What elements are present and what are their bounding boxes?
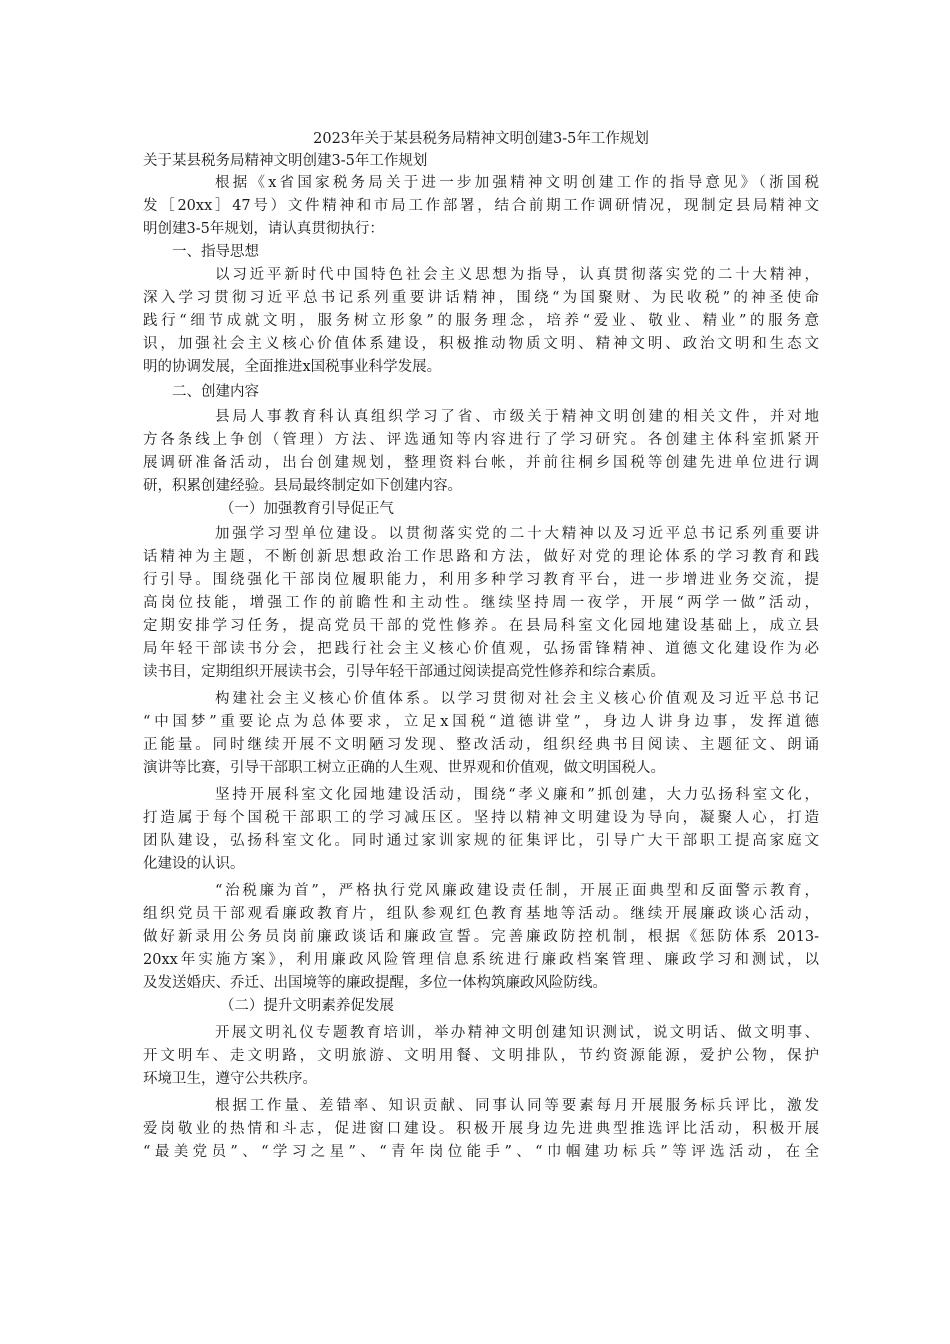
text-line: 及发送婚庆、乔迁、出国境等的廉政提醒，多位一体构筑廉政风险防线。 [143,975,607,991]
text-line: “最美党员”、“学习之星”、“青年岗位能手”、“巾帼建功标兵”等评选活动，在全 [143,1144,819,1160]
text-line: 以习近平新时代中国特色社会主义思想为指导，认真贯彻落实党的二十大精神， [215,267,819,283]
text-line: 明的协调发展，全面推进x国税事业科学发展。 [143,359,442,375]
text-line: 县局人事教育科认真组织学习了省、市级关于精神文明创建的相关文件，并对地 [215,409,819,425]
subsection-heading-civility: （二）提升文明素养促发展 [219,998,394,1014]
text-line: 打造属于每个国税干部职工的学习减压区。坚持以精神文明建设为导向，凝聚人心，打造 [143,810,819,826]
text-line: 方各条线上争创（管理）方法、评选通知等内容进行了学习研究。各创建主体科室抓紧开 [143,432,819,448]
text-line: 做好新录用公务员岗前廉政谈话和廉政宣誓。完善廉政防控机制，根据《惩防体系 2013- [143,929,819,945]
text-line: “中国梦”重要论点为总体要求，立足x国税“道德讲堂”，身边人讲身边事，发挥道德 [143,714,819,730]
intro-paragraph [143,172,819,241]
text-line: 根据《x省国家税务局关于进一步加强精神文明创建工作的指导意见》（浙国税 [215,175,819,191]
text-line: 团队建设，弘扬科室文化。同时通过家训家规的征集评比，引导广大干部职工提高家庭文 [143,833,819,849]
text-line: 构建社会主义核心价值体系。以学习贯彻对社会主义核心价值观及习近平总书记 [215,691,819,707]
text-line: 行引导。围绕强化干部岗位履职能力，利用多种学习教育平台，进一步增进业务交流，提 [143,572,819,588]
text-line: 践行“细节成就文明，服务树立形象”的服务理念，培养“爱业、敬业、精业”的服务意 [143,313,819,329]
sub1-paragraph-4 [143,880,819,995]
sub1-paragraph-1 [143,523,819,684]
text-line: 发［20xx］47号）文件精神和市局工作部署，结合前期工作调研情况，现制定县局精神文 [143,198,819,214]
text-line: 正能量。同时继续开展不文明陋习发现、整改活动，组织经典书目阅读、主题征文、朗诵 [143,737,819,753]
document-page [143,128,819,1164]
text-line: 开文明车、走文明路，文明旅游、文明用餐、文明排队，节约资源能源，爱护公物，保护 [143,1048,819,1064]
section-heading-creation-content: 二、创建内容 [172,384,259,400]
text-line: 高岗位技能，增强工作的前瞻性和主动性。继续坚持周一夜学，开展“两学一做”活动， [143,595,819,611]
text-line: 加强学习型单位建设。以贯彻落实党的二十大精神以及习近平总书记系列重要讲 [215,526,819,542]
text-line: 化建设的认识。 [143,856,245,872]
sub1-paragraph-3 [143,784,819,876]
text-line: 环境卫生，遵守公共秩序。 [143,1071,317,1087]
text-line: 局年轻干部读书分会，把践行社会主义核心价值观，弘扬雷锋精神、道德文化建设作为必 [143,641,819,657]
text-line: 识，加强社会主义核心价值体系建设，积极推动物质文明、精神文明、政治文明和生态文 [143,336,819,352]
section1-paragraph [143,264,819,379]
sub2-paragraph-1 [143,1022,819,1091]
text-line: 演讲等比赛，引导干部职工树立正确的人生观、世界观和价值观，做文明国税人。 [143,760,665,776]
text-line: 爱岗敬业的热情和斗志，促进窗口建设。积极开展身边先进典型推选评比活动，积极开展 [143,1121,819,1137]
text-line: 定期安排学习任务，提高党员干部的党性修养。在县局科室文化园地建设基础上，成立县 [143,618,819,634]
document-title: 2023年关于某县税务局精神文明创建3-5年工作规划 [313,131,649,147]
text-line: 组织党员干部观看廉政教育片，组队参观红色教育基地等活动。继续开展廉政谈心活动， [143,906,819,922]
text-line: 展调研准备活动，出台创建规划，整理资料台帐，并前往桐乡国税等创建先进单位进行调 [143,455,819,471]
sub2-paragraph-2 [143,1095,819,1164]
text-line: 研，积累创建经验。县局最终制定如下创建内容。 [143,478,462,494]
text-line: 话精神为主题，不断创新思想政治工作思路和方法，做好对党的理论体系的学习教育和践 [143,549,819,565]
text-line: 开展文明礼仪专题教育培训，举办精神文明创建知识测试，说文明话、做文明事、 [215,1025,819,1041]
document-subtitle: 关于某县税务局精神文明创建3-5年工作规划 [143,153,428,169]
text-line: “治税廉为首”，严格执行党风廉政建设责任制，开展正面典型和反面警示教育， [215,883,819,899]
text-line: 深入学习贯彻习近平总书记系列重要讲话精神，围绕“为国聚财、为民收税”的神圣使命 [143,290,819,306]
text-line: 根据工作量、差错率、知识贡献、同事认同等要素每月开展服务标兵评比，激发 [215,1098,819,1114]
text-line: 明创建3-5年规划，请认真贯彻执行： [143,221,384,237]
section-heading-guiding-ideology: 一、指导思想 [172,244,259,260]
subsection-heading-education: （一）加强教育引导促正气 [219,501,394,517]
section2-paragraph [143,406,819,498]
text-line: 20xx年实施方案》，利用廉政风险管理信息系统进行廉政档案管理、廉政学习和测试，以 [143,952,819,968]
sub1-paragraph-2 [143,688,819,780]
text-line: 坚持开展科室文化园地建设活动，围绕“孝义廉和”抓创建，大力弘扬科室文化， [215,787,819,803]
text-line: 读书目，定期组织开展读书会，引导年轻干部通过阅读提高党性修养和综合素质。 [143,664,665,680]
